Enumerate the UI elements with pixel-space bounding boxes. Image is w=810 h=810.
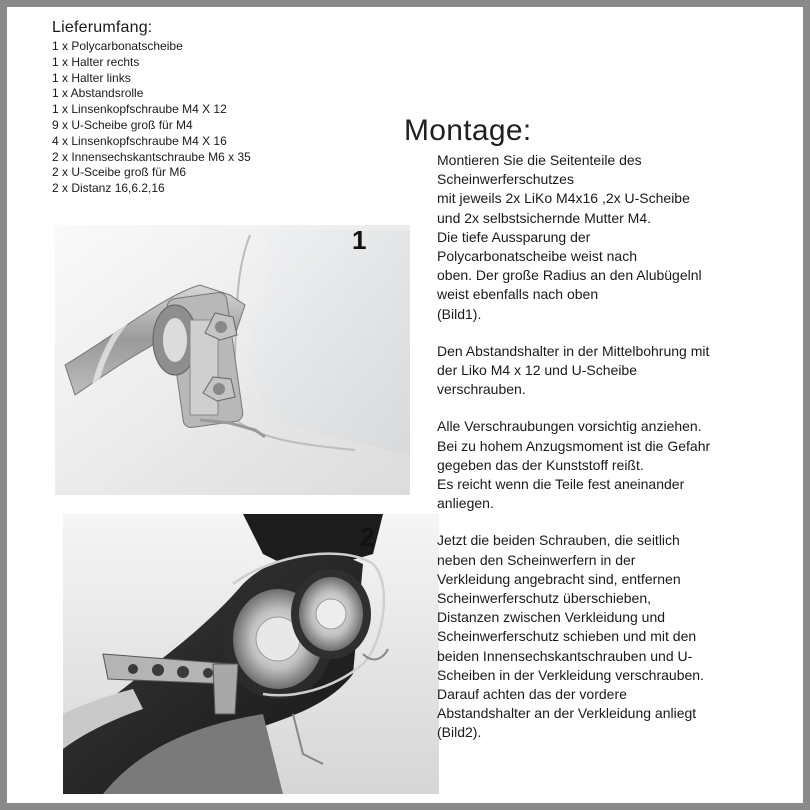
parts-list-item: 1 x Linsenkopfschraube M4 X 12 xyxy=(52,102,227,117)
instruction-line: und 2x selbstsichernde Mutter M4. xyxy=(437,209,651,226)
parts-list xyxy=(52,39,382,197)
photo-bracket-illustration xyxy=(55,225,410,495)
parts-list-item: 1 x Polycarbonatscheibe xyxy=(52,39,183,53)
instruction-line: Den Abstandshalter in der Mittelbohrung mit xyxy=(437,342,710,359)
instruction-paragraph xyxy=(437,531,797,742)
instruction-line: Distanzen zwischen Verkleidung und xyxy=(437,609,666,626)
parts-list-item: 2 x Distanz 16,6.2,16 xyxy=(52,181,165,196)
instruction-line: (Bild1). xyxy=(437,305,482,322)
photo-number-2: 2 xyxy=(360,522,375,552)
parts-list-section xyxy=(52,19,382,197)
instruction-paragraph xyxy=(437,417,797,513)
parts-list-title: Lieferumfang: xyxy=(52,19,153,36)
instruction-line: Abstandshalter an der Verkleidung anliegt xyxy=(437,705,697,722)
parts-list-item: 4 x Linsenkopfschraube M4 X 16 xyxy=(52,133,227,148)
parts-list-item: 2 x Innensechskantschraube M6 x 35 xyxy=(52,149,251,164)
instruction-line: der Liko M4 x 12 und U-Scheibe xyxy=(437,362,637,379)
parts-list-item: 1 x Abstandsrolle xyxy=(52,86,144,101)
instruction-line: Es reicht wenn die Teile fest aneinander xyxy=(437,476,685,493)
montage-instructions xyxy=(437,151,797,761)
instruction-line: Verkleidung angebracht sind, entfernen xyxy=(437,570,681,587)
photo-headlight-mounted xyxy=(63,514,439,794)
instruction-line: verschrauben. xyxy=(437,381,526,398)
instruction-line: Scheiben in der Verkleidung verschrauben. xyxy=(437,666,704,683)
instruction-line: Jetzt die beiden Schrauben, die seitlich xyxy=(437,532,680,549)
parts-list-item: 9 x U-Scheibe groß für M4 xyxy=(52,117,193,132)
instruction-line: Scheinwerferschutz schieben und mit den xyxy=(437,628,697,645)
instruction-paragraph xyxy=(437,342,797,400)
instruction-paragraph xyxy=(437,151,797,324)
photo-number-1: 1 xyxy=(352,225,367,255)
photo-bracket-detail xyxy=(55,225,410,495)
parts-list-item: 1 x Halter rechts xyxy=(52,54,140,69)
instruction-line: Montieren Sie die Seitenteile des xyxy=(437,152,642,168)
instruction-line: anliegen. xyxy=(437,495,494,512)
photo-headlight-illustration xyxy=(63,514,439,794)
instruction-line: weist ebenfalls nach oben xyxy=(437,286,599,303)
instruction-line: Alle Verschraubungen vorsichtig anziehen. xyxy=(437,418,702,435)
instruction-line: mit jeweils 2x LiKo M4x16 ,2x U-Scheibe xyxy=(437,190,690,207)
parts-list-item: 2 x U-Sceibe groß für M6 xyxy=(52,165,187,180)
document-page xyxy=(7,7,803,803)
instruction-line: oben. Der große Radius an den Alubügelnl xyxy=(437,267,702,284)
instruction-line: beiden Innensechskantschrauben und U- xyxy=(437,647,693,664)
instruction-line: Scheinwerferschutzes xyxy=(437,171,574,188)
instruction-line: Bei zu hohem Anzugsmoment ist die Gefahr xyxy=(437,437,711,454)
instruction-line: (Bild2). xyxy=(437,724,482,741)
instruction-line: neben den Scheinwerfern in der xyxy=(437,551,636,568)
instruction-line: Darauf achten das der vordere xyxy=(437,686,627,703)
instruction-line: Die tiefe Aussparung der xyxy=(437,228,591,245)
instruction-line: gegeben das der Kunststoff reißt. xyxy=(437,456,644,473)
montage-title: Montage: xyxy=(404,114,532,147)
parts-list-item: 1 x Halter links xyxy=(52,70,131,85)
instruction-line: Scheinwerferschutz überschieben, xyxy=(437,590,652,607)
instruction-line: Polycarbonatscheibe weist nach xyxy=(437,248,638,265)
